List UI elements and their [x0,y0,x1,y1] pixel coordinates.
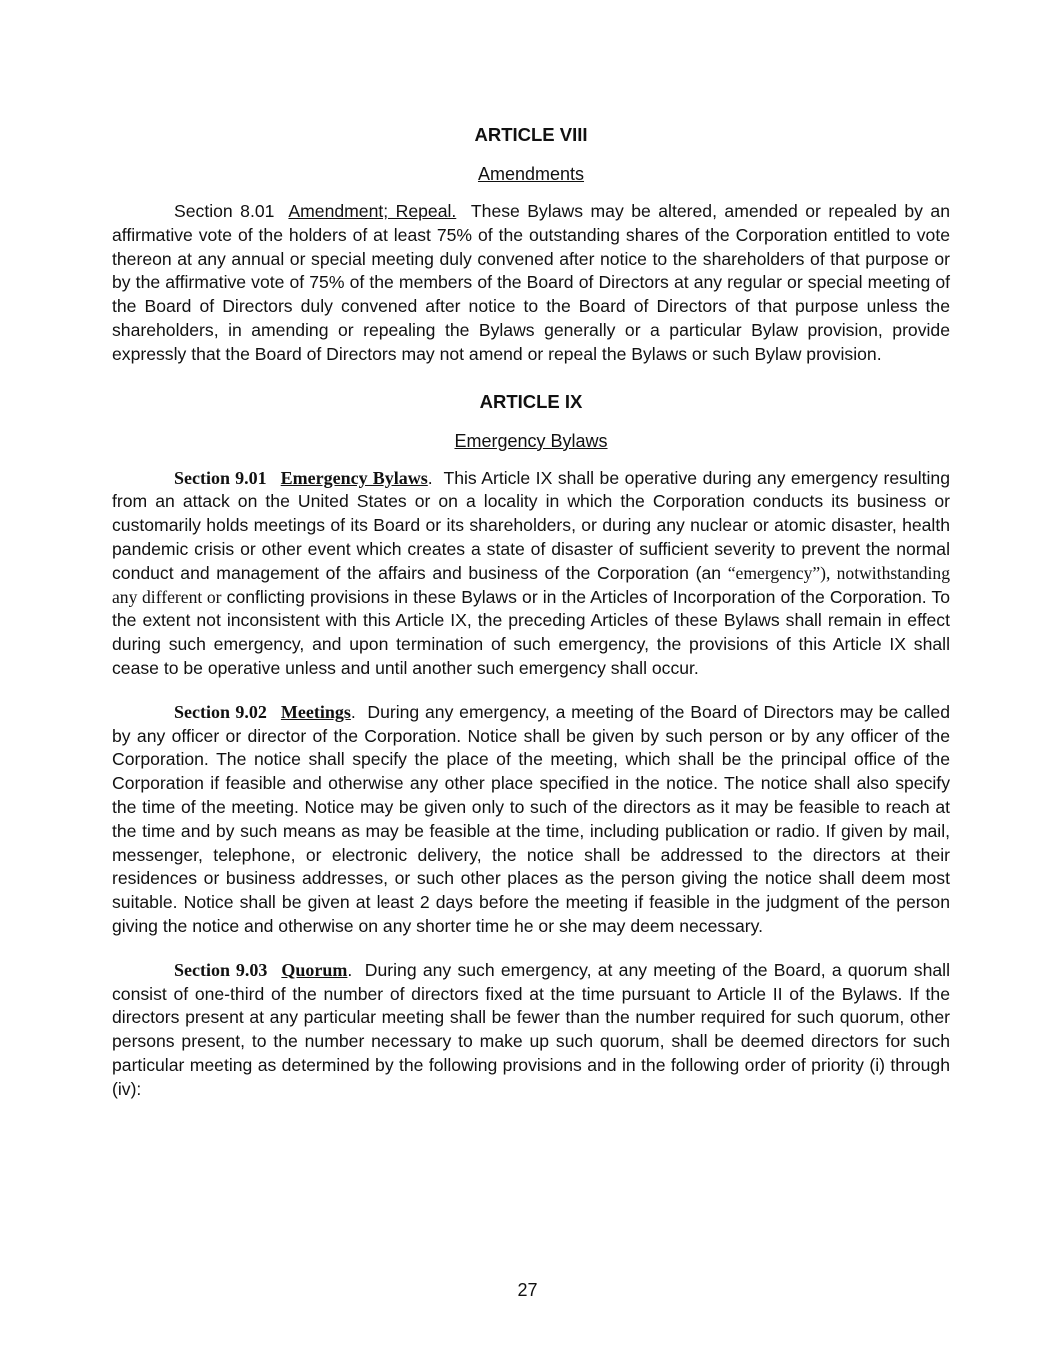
section-9-02-label: Section 9.02 [174,701,267,722]
section-9-01-body-c: conflicting provisions in these Bylaws or in the Articles of Incorporation of the Corporation. To the extent not inconsistent with this Article IX, the preceding Articles of these Bylaws shall remain in effect during such emergency, and upon termination of such emergency, the provisions of this Article IX shall cease to be operative unless and until another such emergency shall occur. [112,586,951,678]
section-9-02-period: . [350,701,356,722]
section-9-03-body: During any such emergency, at any meeting of the Board, a quorum shall consist of one-third of the number of directors fixed at the time pursuant to Article II of the Bylaws. If the directors present at any particular meeting shall be fewer than the number required for such quorum, other persons present, to the number necessary to make up such quorum, shall be deemed directors for such particular meeting as determined by the following provisions and in the following order of priority (i) through (iv): [112,959,950,1099]
page-number: 27 [517,1280,538,1300]
section-9-01-label: Section 9.01 [174,467,267,488]
section-9-01-title: Emergency Bylaws [280,467,428,488]
section-9-01-paragraph [112,467,950,681]
section-9-03-period: . [347,959,353,980]
section-8-01-body: These Bylaws may be altered, amended or repealed by an affirmative vote of the holders of at least 75% of the outstanding shares of the Corporation entitled to vote thereon at any annual or special meeting duly convened after notice to the shareholders of that purpose or by the affirmative vote of 75% of the members of the Board of Directors at any regular or special meeting of the Board of Directors duly convened after notice to the Board of Directors of that purpose unless the shareholders, in amending or repealing the Bylaws generally or a particular Bylaw provision, provide expressly that the Board of Directors may not amend or repeal the Bylaws or such Bylaw provision. [112,201,950,364]
article-8-heading: ARTICLE VIII [474,124,588,145]
page-content [112,122,950,1102]
section-9-01-body-b: “emergency”), notwithstanding any different or [112,562,950,607]
section-8-01-paragraph [112,200,950,367]
section-9-01-body-a: This Article IX shall be operative during any emergency resulting from an attack on the United States or on a locality in which the Corporation conducts its business or customarily holds meetings of its Board or its shareholders, or during any nuclear or atomic disaster, health pandemic crisis or other event which creates a state of disaster of sufficient severity to prevent the normal conduct and management of the affairs and business of the Corporation (an [112,467,951,583]
article-9-heading: ARTICLE IX [479,390,583,412]
section-9-01-period: . [427,467,433,488]
article-9-subheading: Emergency Bylaws [454,430,608,451]
article-8-subheading: Amendments [477,164,585,184]
section-9-03-paragraph [112,959,950,1102]
section-9-03-title: Quorum [281,959,348,980]
section-9-02-body: During any emergency, a meeting of the Board of Directors may be called by any officer or director of the Corporation. Notice shall be given by such person or by any officer of the Corporation. The notice shall specify the place of the meeting, which shall be the principal office of the Corporation if feasible and otherwise any other place specified in the notice. The notice shall also specify the time of the meeting. Notice may be given only to such of the directors as it may be feasible to reach at the time and by such means as may be feasible at the time, including publication or radio. If given by mail, messenger, telephone, or electronic delivery, the notice shall be addressed to the directors at their residences or business addresses, or such other places as the person giving the notice shall deem most suitable. Notice shall be given at least 2 days before the meeting if feasible in the judgment of the person giving the notice and otherwise on any shorter time he or she may deem necessary. [112,701,950,936]
section-9-02-paragraph [112,701,950,939]
section-9-02-title: Meetings [280,701,351,722]
section-9-03-label: Section 9.03 [174,959,268,980]
section-8-01-title: Amendment; Repeal. [288,201,457,221]
section-8-01-label: Section 8.01 [174,201,275,221]
